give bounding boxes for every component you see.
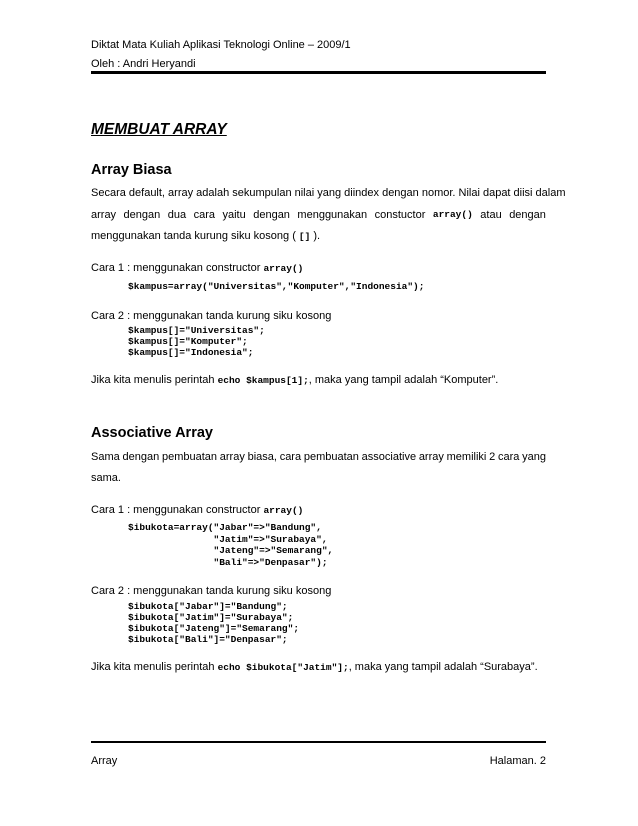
inline-code: echo $kampus[1]; [217,375,309,386]
text: Jika kita menulis perintah [91,374,218,386]
paragraph-justified-line [91,451,546,463]
word: biasa, [247,451,277,463]
inline-code: [] [298,231,311,242]
paragraph-justified-line [91,209,546,221]
cara2-label: Cara 2 : menggunakan tanda kurung siku kosong [91,585,332,597]
text: , maka yang tampil adalah “Surabaya”. [348,661,538,673]
inline-code: array() [263,263,304,274]
paragraph-line [91,230,320,242]
code-line: $ibukota["Jabar"]="Bandung"; [128,601,288,612]
note-line [91,374,498,386]
code-line: $kampus[]="Komputer"; [128,336,248,347]
word: cara [193,209,215,221]
code-line: "Jateng"=>"Semarang", [128,545,334,556]
text: ). [310,230,321,242]
code-line: $kampus=array("Universitas","Komputer","Indonesia"); [128,281,425,292]
text: Cara 1 : menggunakan constructor [91,262,264,274]
footer-page-number: Halaman. 2 [489,755,546,767]
note-line [91,661,538,673]
footer-chapter: Array [91,755,118,767]
cara1-label [91,262,303,274]
word: 2 [489,451,496,463]
word: associative [361,451,417,463]
word: cara [279,451,302,463]
word: dengan [253,209,290,221]
section-heading-array-biasa: Array Biasa [91,162,172,178]
code-line: $kampus[]="Indonesia"; [128,347,254,358]
header-rule [91,71,546,74]
word: dengan [509,209,546,221]
word: dengan [122,451,160,463]
code-line: $ibukota["Jatim"]="Surabaya"; [128,612,294,623]
page-title: MEMBUAT ARRAY [91,121,227,138]
section-heading-associative-array: Associative Array [91,425,213,441]
code-line: $ibukota["Jateng"]="Semarang"; [128,623,300,634]
text: Jika kita menulis perintah [91,661,218,673]
text: menggunakan tanda kurung siku kosong ( [91,230,299,242]
text: Cara 1 : menggunakan constructor [91,504,264,516]
paragraph-line: Secara default, array adalah sekumpulan nilai yang diindex dengan nomor. Nilai dapat diisi dalam [91,187,566,199]
inline-code: echo $ibukota["Jatim"]; [217,662,349,673]
code-line: "Jatim"=>"Surabaya", [128,534,328,545]
word: menggunakan [297,209,368,221]
word: array [219,451,245,463]
word: yang [522,451,546,463]
footer-rule [91,741,546,743]
word: pembuatan [161,451,218,463]
code-line: "Bali"=>"Denpasar"); [128,557,328,568]
word: pembuatan [303,451,359,463]
word: Sama [91,451,120,463]
word: atau [480,209,502,221]
word: array [418,451,444,463]
word: array [91,209,117,221]
word: dua [167,209,187,221]
inline-code: array() [263,505,304,516]
inline-code: array() [432,209,473,220]
cara1-label [91,504,303,516]
header-author: Oleh : Andri Heryandi [91,58,196,70]
text: , maka yang tampil adalah “Komputer”. [308,374,499,386]
word: dengan [123,209,161,221]
code-line: $ibukota=array("Jabar"=>"Bandung", [128,522,322,533]
word: cara [497,451,520,463]
cara2-label: Cara 2 : menggunakan tanda kurung siku kosong [91,310,332,322]
word: constuctor [374,209,426,221]
code-line: $kampus[]="Universitas"; [128,325,265,336]
header-course-title: Diktat Mata Kuliah Aplikasi Teknologi Online – 2009/1 [91,39,351,51]
word: yaitu [222,209,246,221]
word: memiliki [446,451,487,463]
paragraph-line: sama. [91,472,121,484]
code-line: $ibukota["Bali"]="Denpasar"; [128,634,288,645]
